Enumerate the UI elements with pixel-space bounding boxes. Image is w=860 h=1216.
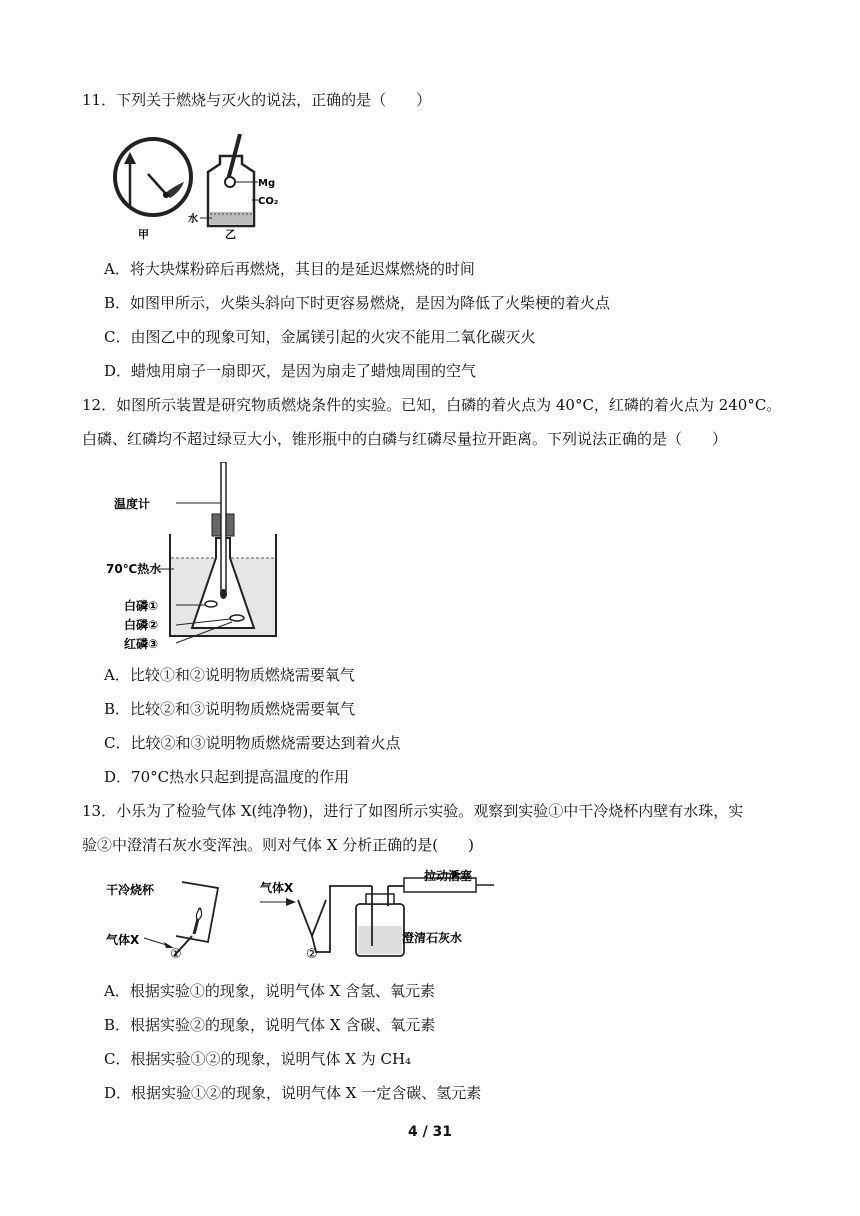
question-12-option-d: D．70°C热水只起到提高温度的作用	[104, 768, 350, 786]
figure-12-diagram	[104, 462, 304, 652]
question-12-option-c: C．比较②和③说明物质燃烧需要达到着火点	[104, 734, 401, 752]
question-13-stem-line2: 验②中澄清石灰水变浑浊。则对气体 X 分析正确的是( )	[82, 836, 474, 854]
question-11-stem: 11．下列关于燃烧与灭火的说法，正确的是（ ）	[82, 91, 432, 109]
figure-11-label-water: 水	[188, 214, 198, 225]
figure-11-jia-circle	[115, 139, 191, 215]
figure-11-label-co2: CO₂	[258, 196, 279, 207]
question-11-option-c: C．由图乙中的现象可知，金属镁引起的火灾不能用二氧化碳灭火	[104, 328, 536, 346]
figure-11-diagram	[108, 134, 308, 246]
figure-13-flame	[196, 908, 201, 920]
figure-12	[104, 462, 304, 656]
question-12-option-a: A．比较①和②说明物质燃烧需要氧气	[104, 666, 355, 684]
figure-13-label-exp-1: ①	[170, 947, 182, 962]
question-11-option-a: A．将大块煤粉碎后再燃烧，其目的是延迟煤燃烧的时间	[104, 260, 475, 278]
figure-12-white-p-2	[230, 615, 244, 621]
figure-12-thermometer	[221, 462, 226, 592]
page-number: 4 / 31	[407, 1124, 453, 1140]
question-13-stem-line1: 13．小乐为了检验气体 X(纯净物)，进行了如图所示实验。观察到实验①中干冷烧杯内壁有水珠，实	[82, 802, 744, 820]
figure-12-label-white-p-2: 白磷②	[124, 618, 159, 632]
question-12-stem-line2: 白磷、红磷均不超过绿豆大小，锥形瓶中的白磷与红磷尽量拉开距离。下列说法正确的是（ ）	[82, 430, 728, 448]
figure-12-label-thermometer: 温度计	[114, 497, 151, 511]
figure-13-diagram	[104, 866, 524, 964]
figure-12-label-red-p-3: 红磷③	[124, 637, 159, 651]
question-11-option-d: D．蜡烛用扇子一扇即灭，是因为扇走了蜡烛周围的空气	[104, 362, 477, 380]
question-12-stem-line1: 12．如图所示装置是研究物质燃烧条件的实验。已知，白磷的着火点为 40°C，红磷的着火点为 240°C。	[82, 396, 782, 414]
figure-13-label-exp-2: ②	[306, 947, 318, 962]
figure-11	[108, 134, 308, 250]
figure-12-label-white-p-1: 白磷①	[124, 599, 159, 613]
figure-13-funnel	[298, 900, 326, 936]
figure-13-label-gas-x-1: 气体X	[106, 933, 140, 947]
question-12-option-b: B．比较②和③说明物质燃烧需要氧气	[104, 700, 356, 718]
figure-12-white-p-1	[205, 601, 217, 607]
figure-11-match	[148, 174, 166, 194]
question-13-option-c: C．根据实验①②的现象，说明气体 X 为 CH₄	[104, 1050, 412, 1068]
figure-11-label-jia: 甲	[138, 228, 149, 241]
figure-13-label-gas-x-2: 气体X	[260, 881, 294, 895]
figure-11-label-yi: 乙	[225, 228, 236, 241]
figure-12-label-hot-water: 70℃热水	[106, 562, 162, 576]
question-13-option-a: A．根据实验①的现象，说明气体 X 含氢、氧元素	[104, 982, 436, 1000]
figure-13-label-limewater: 澄清石灰水	[402, 931, 463, 945]
figure-13-label-beaker: 干冷烧杯	[106, 883, 155, 897]
question-11-option-b: B．如图甲所示，火柴头斜向下时更容易燃烧，是因为降低了火柴梗的着火点	[104, 294, 611, 312]
figure-13	[104, 866, 524, 968]
question-13-option-d: D．根据实验①②的现象，说明气体 X 一定含碳、氢元素	[104, 1084, 482, 1102]
figure-11-label-mg: Mg	[258, 178, 276, 189]
question-13-option-b: B．根据实验②的现象，说明气体 X 含碳、氧元素	[104, 1016, 436, 1034]
figure-13-label-pull-piston: 拉动活塞	[424, 869, 473, 883]
